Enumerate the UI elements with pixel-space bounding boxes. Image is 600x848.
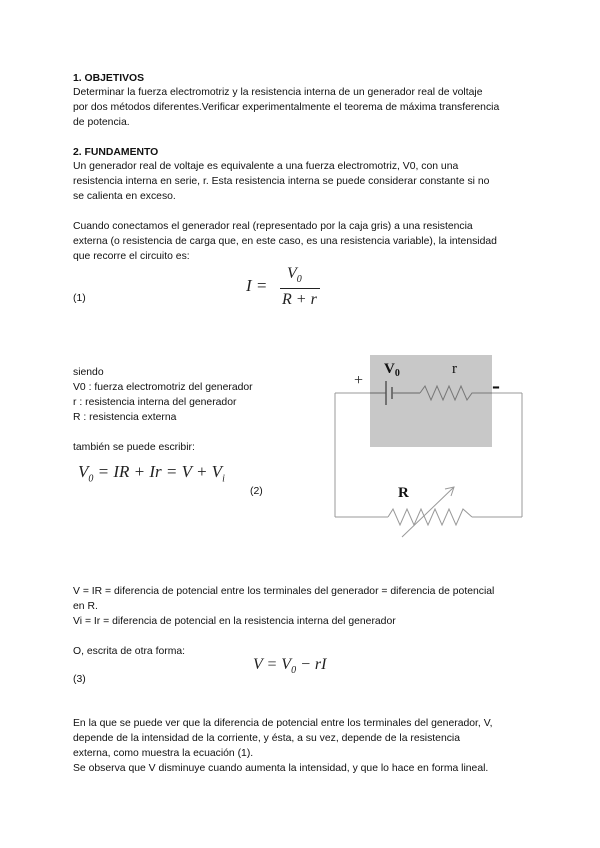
equation-3: $V = V_0$ − rI — [253, 656, 327, 677]
explanation — [73, 584, 533, 629]
circuit-diagram — [330, 345, 540, 550]
equation-2-number: (2) — [250, 486, 263, 497]
text-line: Se observa que V disminuye cuando aumenta la intensidad, y que lo hace en forma lineal. — [73, 763, 489, 774]
text-line: En la que se puede ver que la diferencia de potencial entre los terminales del generador, V, — [73, 718, 493, 729]
minus-sign: - — [492, 373, 500, 399]
text-line: por dos métodos diferentes.Verificar experimentalmente el teorema de máxima transferencia — [73, 102, 500, 113]
internal-r-label: r — [452, 361, 457, 377]
text-line: se calienta en exceso. — [73, 191, 176, 202]
plus-sign: + — [354, 372, 364, 389]
text-line: externa, como muestra la ecuación (1). — [73, 748, 254, 759]
text-line: V = IR = diferencia de potencial entre los terminales del generador = diferencia de potencial — [73, 586, 495, 597]
equation-1-lhs: I = — [246, 276, 268, 295]
text-line: Un generador real de voltaje es equivalente a una fuerza electromotriz, V0, con una — [73, 161, 459, 172]
equation-1-denominator: R + r — [282, 291, 317, 308]
equation-3-number: (3) — [73, 674, 86, 685]
text-line: Vi = Ir = diferencia de potencial en la resistencia interna del generador — [73, 616, 396, 627]
text-line: Cuando conectamos el generador real (representado por la caja gris) a una resistencia — [73, 221, 473, 232]
text-line: depende de la intensidad de la corriente, y ésta, a su vez, depende de la resistencia — [73, 733, 461, 744]
text-line: en R. — [73, 601, 98, 612]
text-line: V0 : fuerza electromotriz del generador — [73, 382, 253, 393]
equation-2: $V_0$ = IR + $Ir = V + V_i$ — [78, 462, 225, 485]
section-1-heading: 1. OBJETIVOS — [73, 73, 145, 84]
equation-1-number: (1) — [73, 293, 86, 304]
fraction-bar — [280, 288, 320, 289]
section-2-intro — [73, 159, 533, 204]
section-1-text — [73, 85, 533, 130]
definitions — [73, 365, 313, 425]
external-r-label: R — [398, 485, 409, 501]
external-resistor — [388, 509, 472, 525]
closing-paragraph — [73, 716, 533, 776]
text-line: externa (o resistencia de carga que, en este caso, es una resistencia variable), la intensidad — [73, 236, 497, 247]
also-write-text: también se puede escribir: — [73, 442, 195, 453]
text-line: resistencia interna en serie, r. Esta resistencia interna se puede considerar constante si no — [73, 176, 490, 187]
text-line: R : resistencia externa — [73, 412, 177, 423]
section-2-heading: 2. FUNDAMENTO — [73, 147, 159, 158]
text-line: que recorre el circuito es: — [73, 251, 190, 262]
text-line: siendo — [73, 367, 104, 378]
equation-1-numerator: $V_0$ — [287, 265, 302, 286]
text-line: Determinar la fuerza electromotriz y la resistencia interna de un generador real de voltaje — [73, 87, 483, 98]
v0-label: $V_0$ — [384, 361, 400, 379]
otherwise-text: O, escrita de otra forma: — [73, 646, 186, 657]
text-line: r : resistencia interna del generador — [73, 397, 237, 408]
section-2-connect — [73, 219, 533, 264]
text-line: de potencia. — [73, 117, 130, 128]
variable-arrow — [402, 487, 454, 537]
